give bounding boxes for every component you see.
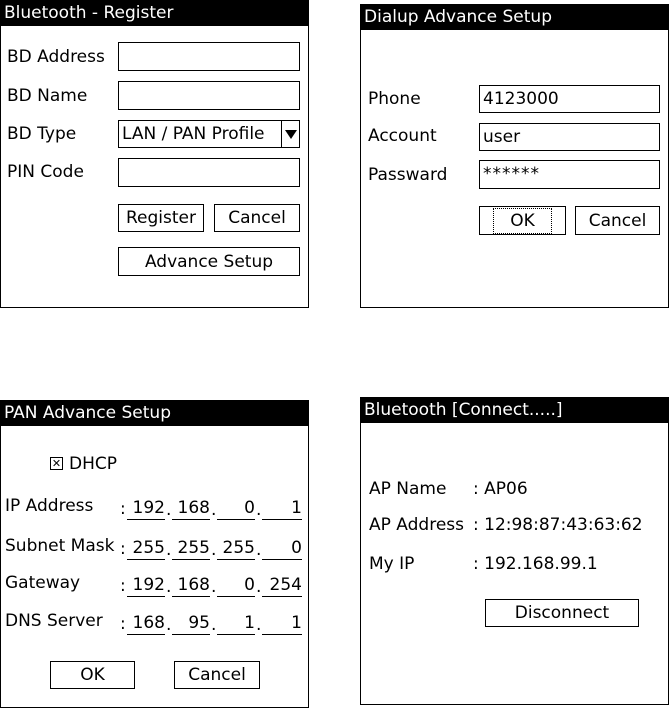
password-label: Passward	[368, 165, 448, 185]
ip-address-separator: :	[120, 499, 126, 519]
bd-type-label: BD Type	[7, 124, 77, 144]
ip-address-label: IP Address	[5, 496, 94, 516]
phone-label: Phone	[368, 89, 421, 109]
phone-field[interactable]: 4123000	[479, 85, 660, 113]
register-title: Bluetooth - Register	[1, 1, 308, 26]
bd-type-select[interactable]	[118, 120, 300, 148]
ip-address-dot: .	[211, 500, 217, 520]
dhcp-checkbox[interactable]: ✕	[51, 457, 62, 470]
cancel-button-label: Cancel	[588, 210, 647, 231]
bd-name-field[interactable]	[118, 81, 300, 110]
subnet-mask-octet-4[interactable]: 0	[262, 537, 302, 560]
subnet-mask-dot: .	[256, 540, 262, 560]
ap-name-label: AP Name	[369, 479, 447, 499]
account-label: Account	[368, 126, 437, 146]
gateway-dot: .	[211, 577, 217, 597]
connect-title: Bluetooth [Connect.....]	[361, 398, 668, 423]
subnet-mask-label: Subnet Mask	[5, 536, 115, 556]
dns-server-dot: .	[256, 615, 262, 635]
ap-address-label: AP Address	[369, 515, 464, 535]
gateway-octet-3[interactable]: 0	[217, 574, 255, 597]
ip-address-octet-4[interactable]: 1	[262, 497, 302, 520]
subnet-mask-separator: :	[120, 539, 126, 559]
ap-name-value: : AP06	[473, 479, 528, 499]
gateway-octet-4[interactable]: 254	[262, 574, 302, 597]
ip-address-octet-3[interactable]: 0	[217, 497, 255, 520]
gateway-octet-2[interactable]: 168	[172, 574, 210, 597]
register-button[interactable]	[118, 204, 204, 232]
gateway-dot: .	[256, 577, 262, 597]
subnet-mask-dot: .	[211, 540, 217, 560]
ip-address-octet-2[interactable]: 168	[172, 497, 210, 520]
bd-name-label: BD Name	[7, 86, 88, 106]
cancel-button[interactable]	[575, 206, 660, 235]
bd-type-value: LAN / PAN Profile	[122, 124, 265, 144]
subnet-mask-dot: .	[166, 540, 172, 560]
ip-address-octet-1[interactable]: 192	[127, 497, 165, 520]
dns-server-octet-2[interactable]: 95	[172, 612, 210, 635]
advance-setup-button[interactable]	[118, 247, 300, 276]
dns-server-octet-1[interactable]: 168	[127, 612, 165, 635]
chevron-down-icon[interactable]	[281, 121, 299, 147]
bluetooth-register-panel	[0, 0, 309, 308]
register-button-label: Register	[126, 208, 196, 228]
cancel-button-label: Cancel	[228, 208, 286, 228]
dns-server-label: DNS Server	[5, 611, 103, 631]
ok-button[interactable]	[50, 661, 135, 689]
gateway-octet-1[interactable]: 192	[127, 574, 165, 597]
pan-advance-panel	[0, 400, 309, 708]
ok-button[interactable]	[479, 206, 566, 235]
dialup-advance-panel	[360, 4, 669, 308]
cancel-button[interactable]	[214, 204, 300, 232]
dhcp-label: DHCP	[69, 454, 117, 474]
cancel-button-label: Cancel	[188, 665, 246, 685]
ip-address-dot: .	[166, 500, 172, 520]
bluetooth-connect-panel	[360, 397, 669, 705]
my-ip-label: My IP	[369, 554, 415, 574]
pan-title: PAN Advance Setup	[1, 401, 308, 426]
bd-address-field[interactable]	[118, 42, 300, 71]
ip-address-dot: .	[256, 500, 262, 520]
ap-address-value: : 12:98:87:43:63:62	[473, 515, 643, 535]
my-ip-value: : 192.168.99.1	[473, 554, 598, 574]
advance-setup-button-label: Advance Setup	[144, 251, 274, 272]
subnet-mask-octet-2[interactable]: 255	[172, 537, 210, 560]
dns-server-dot: .	[211, 615, 217, 635]
pin-code-label: PIN Code	[7, 162, 84, 182]
password-field[interactable]: ******	[479, 160, 660, 189]
subnet-mask-octet-1[interactable]: 255	[127, 537, 165, 560]
dns-server-octet-4[interactable]: 1	[262, 612, 302, 635]
cancel-button[interactable]	[174, 661, 260, 689]
bd-address-label: BD Address	[7, 47, 105, 67]
gateway-label: Gateway	[5, 573, 81, 593]
pin-code-field[interactable]	[118, 158, 300, 187]
account-field[interactable]: user	[479, 123, 660, 151]
disconnect-button[interactable]	[485, 599, 639, 627]
dns-server-separator: :	[120, 614, 126, 634]
dns-server-octet-3[interactable]: 1	[217, 612, 255, 635]
gateway-dot: .	[166, 577, 172, 597]
disconnect-button-label: Disconnect	[514, 603, 610, 623]
ok-button-label: OK	[496, 211, 549, 231]
ok-button-label: OK	[80, 665, 105, 685]
subnet-mask-octet-3[interactable]: 255	[217, 537, 255, 560]
dns-server-dot: .	[166, 615, 172, 635]
gateway-separator: :	[120, 576, 126, 596]
dialup-title: Dialup Advance Setup	[361, 5, 668, 30]
